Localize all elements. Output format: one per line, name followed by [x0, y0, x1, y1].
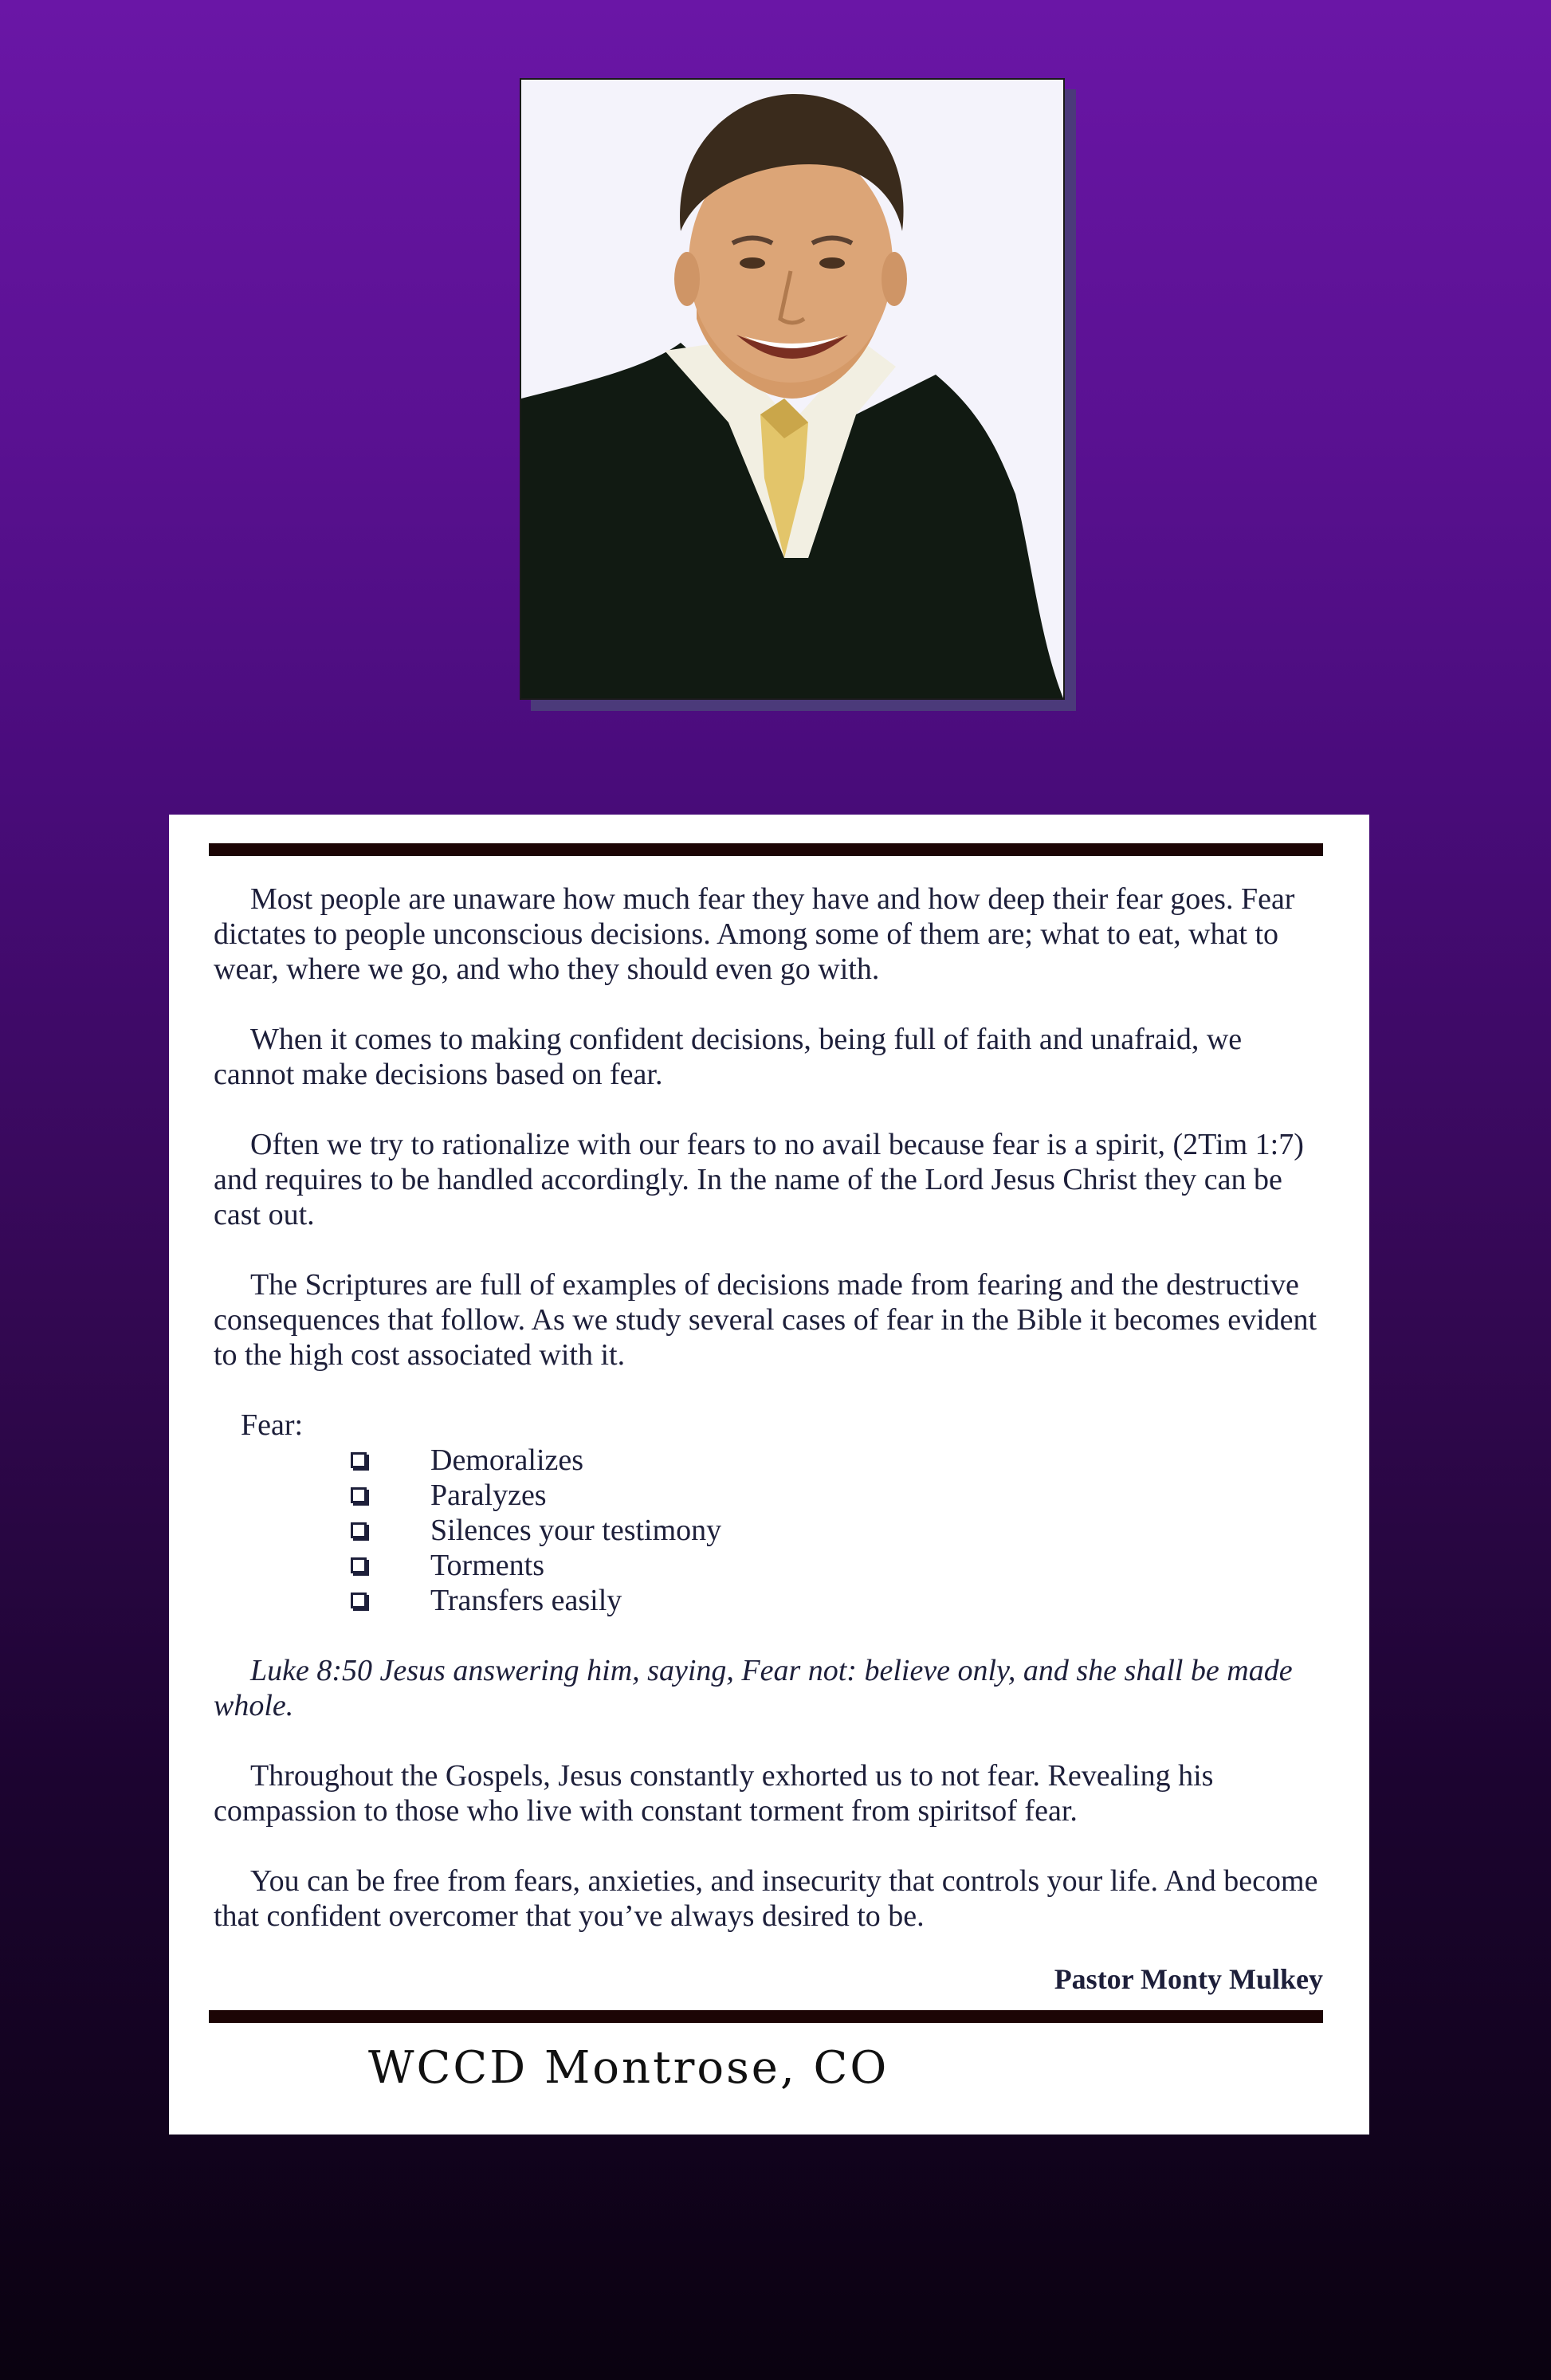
paragraph: Throughout the Gospels, Jesus constantly exhorted us to not fear. Revealing his compassion to those who live with constant torment from spiritsof fear. — [214, 1759, 1214, 1828]
paragraph: You can be free from fears, anxieties, and insecurity that controls your life. And become that confident overcomer that you’ve always desired to be. — [214, 1864, 1318, 1933]
checkbox-icon — [351, 1557, 367, 1573]
top-divider — [209, 843, 1323, 856]
list-item-label: Paralyzes — [430, 1479, 547, 1512]
list-item — [214, 1513, 1325, 1548]
organization-footer: WCCD Montrose, CO — [368, 2042, 889, 2094]
paragraph: When it comes to making confident decisions, being full of faith and unafraid, we cannot make decisions based on fear. — [214, 1023, 1243, 1091]
author-signature: Pastor Monty Mulkey — [1054, 1963, 1323, 1995]
fear-list — [214, 1443, 1325, 1618]
list-item-label: Torments — [430, 1549, 544, 1582]
message-card — [169, 815, 1369, 2135]
list-item — [214, 1478, 1325, 1513]
paragraph: The Scriptures are full of examples of decisions made from fearing and the destructive consequences that follow. As we study several cases of fear in the Bible it becomes evident to the high cost associated with it. — [214, 1268, 1317, 1372]
paragraph: Most people are unaware how much fear they have and how deep their fear goes. Fear dictates to people unconscious decisions. Among some of them are; what to eat, what to wear, where we go, and who they should even go with. — [214, 882, 1295, 986]
list-item — [214, 1443, 1325, 1478]
checkbox-icon — [351, 1487, 367, 1503]
portrait-illustration — [521, 80, 1063, 698]
checkbox-icon — [351, 1522, 367, 1538]
checkbox-icon — [351, 1593, 367, 1608]
fear-label: Fear: — [241, 1408, 304, 1442]
message-body — [214, 882, 1325, 1969]
list-item-label: Transfers easily — [430, 1584, 622, 1617]
list-item — [214, 1583, 1325, 1618]
bottom-divider — [209, 2010, 1323, 2023]
scripture-verse: Luke 8:50 Jesus answering him, saying, Fear not: believe only, and she shall be made whole. — [214, 1654, 1293, 1722]
portrait-photo — [520, 78, 1065, 700]
list-item — [214, 1548, 1325, 1583]
paragraph: Often we try to rationalize with our fears to no avail because fear is a spirit, (2Tim 1:7) and requires to be handled accordingly. In the name of the Lord Jesus Christ they can be cast out. — [214, 1128, 1304, 1231]
list-item-label: Silences your testimony — [430, 1514, 722, 1547]
checkbox-icon — [351, 1452, 367, 1468]
list-item-label: Demoralizes — [430, 1443, 584, 1477]
